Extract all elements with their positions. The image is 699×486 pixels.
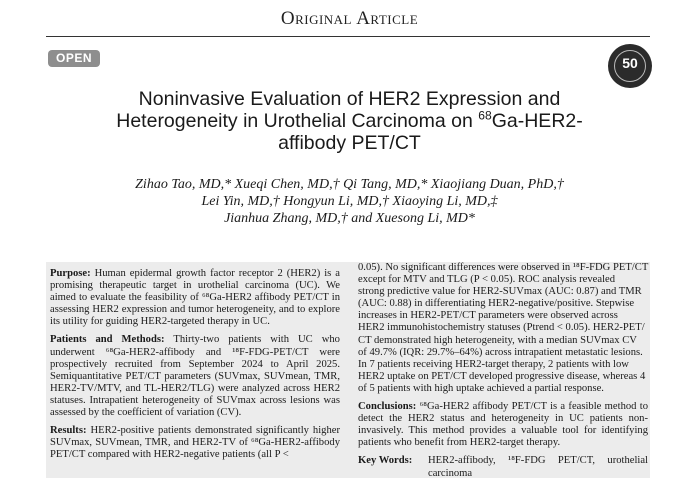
results-line: increases in HER2-PET/CT parameters were observed across <box>358 310 618 322</box>
purpose-heading: Purpose: <box>50 268 91 279</box>
title-superscript: 68 <box>478 108 492 123</box>
results-continued <box>358 262 648 395</box>
results-line: (AUC: 0.88) in differentiating HER2-negative/positive. Stepwise <box>358 298 635 310</box>
authors-line-3: Jianhua Zhang, MD,† and Xuesong Li, MD* <box>224 211 475 226</box>
conclusions-heading: Conclusions: <box>358 401 417 413</box>
conclusions-text: ⁶⁸Ga-HER2 affibody PET/CT is a feasible method to detect the HER2 status and heterogeneity in UC patients non-invasively. This method provides a valuable tool for identifying patients who benefit from HER2-target therapy. <box>358 401 648 449</box>
results-line: HER2 uptake on PET/CT developed progressive disease, whereas 4 <box>358 370 646 382</box>
title-line-1: Noninvasive Evaluation of HER2 Expression and <box>138 88 561 110</box>
results-line: 0.05). No significant differences were observed in ¹⁸F-FDG PET/CT <box>358 262 649 273</box>
results-line: of 49.7% (IQR: 29.7%–64%) across intrapatient metastatic lesions. <box>358 346 643 358</box>
open-access-badge[interactable]: OPEN <box>48 50 100 67</box>
methods-paragraph <box>50 334 340 419</box>
author-list <box>60 176 639 227</box>
section-label: Original Article <box>280 8 419 29</box>
abstract-left-column <box>50 268 340 467</box>
seal-number: 50 <box>622 55 638 71</box>
article-title <box>40 88 659 154</box>
title-line-3: affibody PET/CT <box>278 132 421 154</box>
title-line-2: Heterogeneity in Urothelial Carcinoma on $^{68}$Ga-HER2- <box>116 108 583 132</box>
keywords-heading: Key Words: <box>358 455 413 467</box>
abstract-right-column <box>358 262 648 486</box>
purpose-text: Human epidermal growth factor receptor 2 (HER2) is a promising therapeutic target in urothelial carcinoma (UC). We aimed to evaluate the feasibility of ⁶⁸Ga-HER2 affibody PET/CT in assessing HER2 expression and tumor heterogeneity, and to explore its utility for guiding HER2-targeted therapy in UC. <box>50 268 340 328</box>
results-line: strong predictive value for HER2-SUVmax (AUC: 0.87) and TMR <box>358 286 642 298</box>
conclusions-paragraph <box>358 401 648 449</box>
methods-heading: Patients and Methods: <box>50 334 165 346</box>
authors-line-2: Lei Yin, MD,† Hongyun Li, MD,† Xiaoying Li, MD,‡ <box>201 194 498 209</box>
methods-text: Thirty-two patients with UC who underwent ⁶⁸Ga-HER2-affibody and ¹⁸F-FDG-PET/CT were prospectively recruited from September 2024 to April 2025. Semiquantitative PET/CT parameters (SUVmax, SUVmean, TMR, HER2-TV/MTV, and TL-HER2/TLG) were analyzed across HER2 statuses. Intrapatient heterogeneity of SUVmax across lesions was assessed by the coefficient of variation (CV). <box>50 334 340 419</box>
purpose-paragraph <box>50 268 340 328</box>
keywords-text: HER2-affibody, ¹⁸F-FDG PET/CT, urothelial carcinoma <box>428 455 648 479</box>
header-divider <box>46 36 650 37</box>
anniversary-seal-icon <box>608 44 652 88</box>
results-paragraph <box>50 425 340 461</box>
results-text: HER2-positive patients demonstrated significantly higher SUVmax, SUVmean, TMR, and HER2-TV of ⁶⁸Ga-HER2-affibody PET/CT compared with HER2-negative patients (all P < <box>50 425 340 461</box>
results-heading: Results: <box>50 425 87 437</box>
results-line: except for MTV and TLG (P < 0.05). ROC analysis revealed <box>358 274 616 286</box>
results-line: of 5 patients with high uptake achieved a partial response. <box>358 382 604 394</box>
results-line: CT demonstrated high heterogeneity, with a median SUVmax CV <box>358 334 637 346</box>
keywords-row <box>358 455 648 479</box>
results-line: HER2 immunohistochemistry statuses (Ptrend < 0.05). HER2-PET/ <box>358 322 645 334</box>
authors-line-1: Zihao Tao, MD,* Xueqi Chen, MD,† Qi Tang, MD,* Xiaojiang Duan, PhD,† <box>135 177 564 192</box>
results-line: In 7 patients receiving HER2-target therapy, 2 patients with low <box>358 358 629 370</box>
